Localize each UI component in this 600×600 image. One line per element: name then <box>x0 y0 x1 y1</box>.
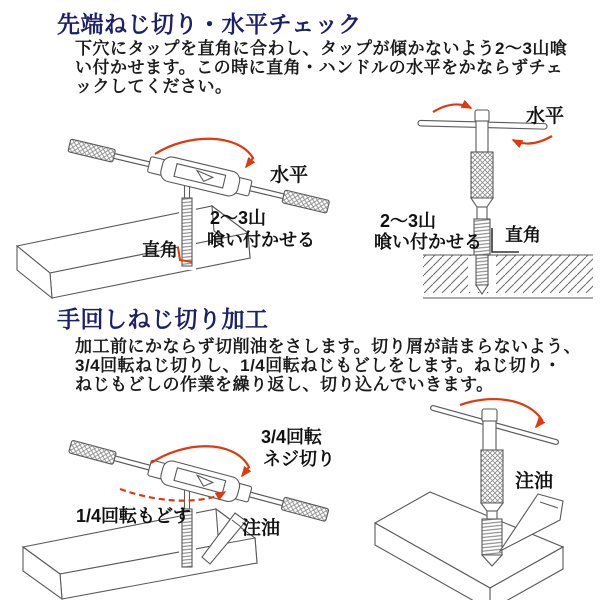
section1-left-diagram <box>10 120 320 302</box>
section1-paragraph <box>75 39 567 96</box>
section2-right-diagram <box>330 398 600 600</box>
back-label: 1/4回転もどす <box>76 506 192 526</box>
section2-paragraph-line1: 加工前にかならず切削油をさします。切り屑が詰まらないよう、 <box>75 337 582 356</box>
section1-paragraph-line1: 下穴にタップを直角に合わし、タップが傾かないよう2〜3山喰 <box>75 39 568 58</box>
section2-title: 手回しねじ切り加工 <box>57 306 269 332</box>
section2-paragraph-line2: 3/4回転ねじ切りし、1/4回転ねじもどしをします。ねじ切り・ <box>75 356 562 375</box>
section2-paragraph <box>75 337 581 394</box>
oil-label: 注油 <box>515 471 554 492</box>
oil-label: 注油 <box>242 518 281 539</box>
bite-label-line1: 2〜3山 <box>380 211 437 231</box>
section2-paragraph-line3: ねじもどしの作業を繰り返し、切り込んでいきます。 <box>75 375 494 394</box>
bite-label-line1: 2〜3山 <box>210 208 267 228</box>
workpiece-section-hatch <box>423 255 593 293</box>
section1-right-diagram <box>325 95 600 303</box>
horizontal-label: 水平 <box>270 165 309 186</box>
section1-title: 先端ねじ切り・水平チェック <box>57 11 362 37</box>
cut-label-line1: 3/4回転 <box>261 427 323 447</box>
right-angle-label: 直角 <box>505 225 541 245</box>
rotation-arrow-ccw <box>513 136 552 144</box>
cut-label-line2: ネジ切り <box>263 449 335 469</box>
rotation-arrow-cw <box>433 104 471 112</box>
rotation-arrow <box>460 399 542 427</box>
horizontal-label: 水平 <box>526 106 565 127</box>
section1-paragraph-line3: ックしてください。 <box>75 77 233 96</box>
right-angle-label: 直角 <box>142 240 178 260</box>
section1-paragraph-line2: い付かせます。この時に直角・ハンドルの水平をかならずチェ <box>75 58 564 77</box>
bite-label-line2: 喰い付かせる <box>374 232 482 252</box>
bite-label-line2: 喰い付かせる <box>207 230 315 250</box>
section2-left-diagram <box>8 423 335 600</box>
